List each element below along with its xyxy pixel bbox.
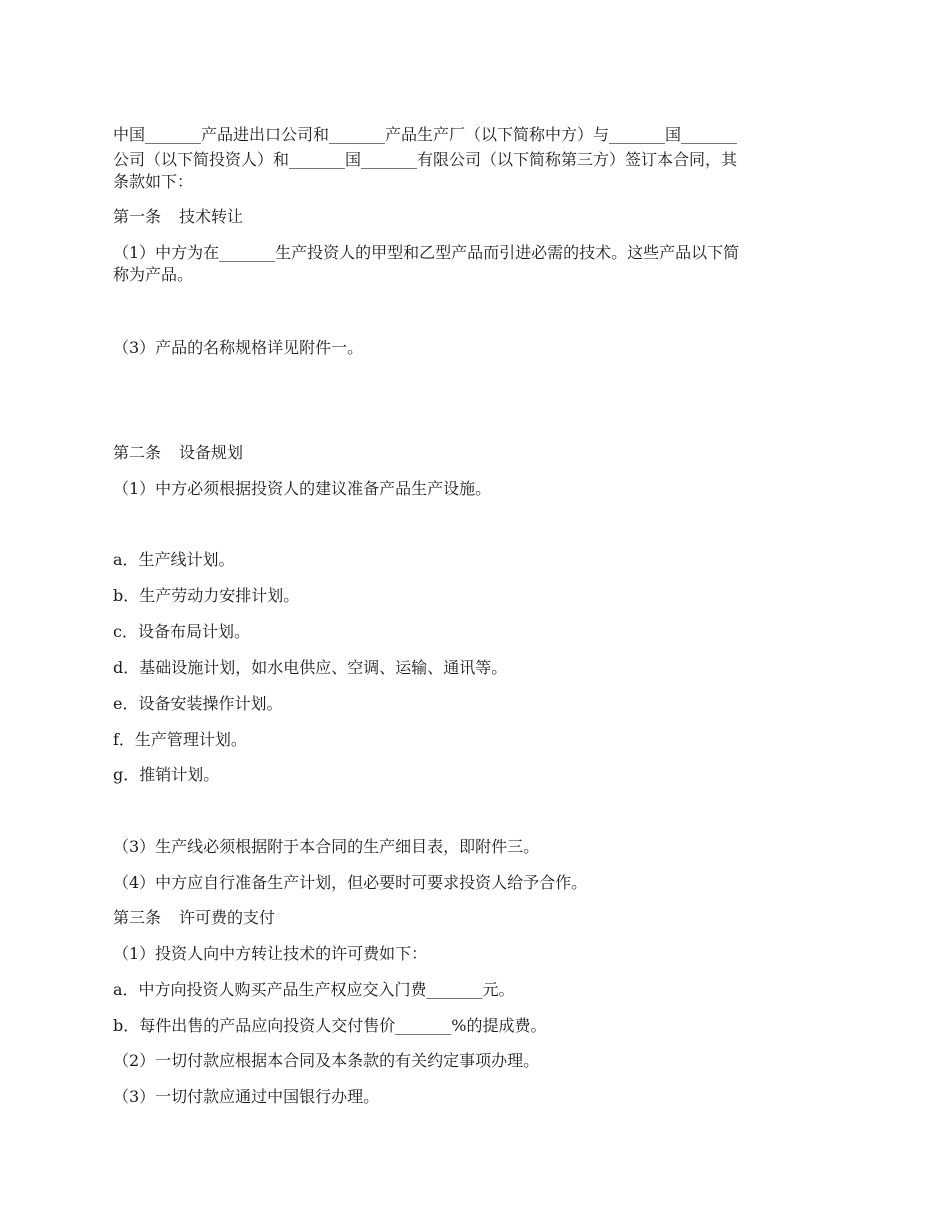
article-1-item-1-line-2: 称为产品。 [113, 265, 194, 284]
list-item: d．基础设施计划，如水电供应、空调、运输、通讯等。 [113, 658, 508, 677]
article-2-title: 设备规划 [179, 443, 244, 462]
list-item: g．推销计划。 [113, 765, 220, 784]
article-3-number: 第三条 [113, 908, 162, 927]
intro-line-2: 公司（以下简投资人）和_______国_______有限公司（以下简称第三方）签订本合同，其 [113, 150, 738, 169]
article-2-number: 第二条 [113, 443, 162, 462]
article-2-heading [113, 443, 839, 463]
article-1-title: 技术转让 [179, 207, 244, 226]
intro-line-1: 中国_______产品进出口公司和_______产品生产厂（以下简称中方）与_______国_______ [113, 125, 738, 144]
list-item: f．生产管理计划。 [113, 730, 247, 749]
article-2-item-4: （4）中方应自行准备生产计划，但必要时可要求投资人给予合作。 [113, 873, 588, 892]
article-2-item-1: （1）中方必须根据投资人的建议准备产品生产设施。 [113, 479, 492, 498]
article-3-heading [113, 908, 839, 928]
article-3-item-1b: b．每件出售的产品应向投资人交付售价_______%的提成费。 [113, 1016, 547, 1035]
article-1-item-3: （3）产品的名称规格详见附件一。 [113, 338, 364, 357]
article-2-item-3: （3）生产线必须根据附于本合同的生产细目表，即附件三。 [113, 837, 540, 856]
article-3-item-1: （1）投资人向中方转让技术的许可费如下： [113, 944, 428, 963]
article-3-item-1a: a．中方向投资人购买产品生产权应交入门费_______元。 [113, 980, 515, 999]
list-item: b．生产劳动力安排计划。 [113, 586, 300, 605]
list-item: e．设备安装操作计划。 [113, 694, 283, 713]
intro-line-3: 条款如下： [113, 172, 194, 191]
article-1-item-1-line-1: （1）中方为在_______生产投资人的甲型和乙型产品而引进必需的技术。这些产品以下简 [113, 243, 740, 262]
list-item: c．设备布局计划。 [113, 622, 250, 641]
article-3-title: 许可费的支付 [179, 908, 276, 927]
article-1-heading [113, 207, 839, 227]
article-3-item-2: （2）一切付款应根据本合同及本条款的有关约定事项办理。 [113, 1051, 540, 1070]
article-1-number: 第一条 [113, 207, 162, 226]
article-3-item-3: （3）一切付款应通过中国银行办理。 [113, 1087, 380, 1106]
list-item: a．生产线计划。 [113, 550, 235, 569]
